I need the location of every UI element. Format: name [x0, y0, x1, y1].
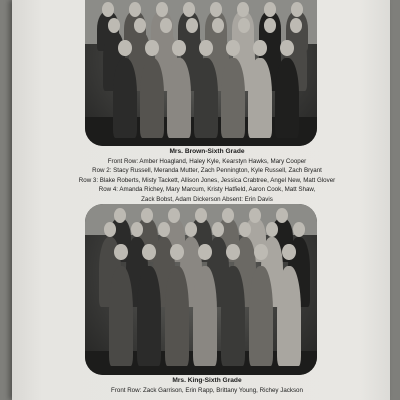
caption-line: Row 4: Amanda Richey, Mary Marcum, Kristy Hatfield, Aaron Cook, Matt Shaw, [98, 186, 316, 194]
student-face [114, 208, 126, 223]
student-face [185, 222, 197, 237]
student-face [249, 208, 261, 223]
student-face [212, 222, 224, 237]
student-face [239, 222, 251, 237]
caption-king [72, 376, 342, 395]
student-figure [113, 58, 137, 138]
student-face [280, 40, 293, 56]
student-face [226, 244, 239, 260]
student-face [141, 208, 153, 223]
student-face [210, 2, 222, 17]
student-figure [275, 58, 299, 138]
student-face [282, 244, 295, 260]
student-figure [221, 266, 245, 366]
student-figure [140, 58, 164, 138]
student-face [108, 18, 120, 33]
student-face [129, 2, 141, 17]
caption-line: Row 2: Stacy Russell, Meranda Mutter, Zach Pennington, Kyle Russell, Zach Bryant [92, 167, 322, 175]
student-face [158, 222, 170, 237]
student-face [186, 18, 198, 33]
caption-title: Mrs. Brown-Sixth Grade [169, 148, 245, 155]
student-face [264, 2, 276, 17]
student-face [266, 222, 278, 237]
student-face [290, 18, 302, 33]
student-face [226, 40, 239, 56]
student-face [212, 18, 224, 33]
student-face [264, 18, 276, 33]
student-face [118, 40, 131, 56]
student-face [156, 2, 168, 17]
caption-brown [72, 147, 342, 205]
student-face [254, 244, 267, 260]
caption-line: Row 3: Blake Roberts, Misty Tackett, Allison Jones, Jessica Crabtree, Angel New, Matt Glover [78, 176, 336, 184]
student-face [198, 244, 211, 260]
student-face [142, 244, 155, 260]
student-face [134, 18, 146, 33]
student-face [145, 40, 158, 56]
student-face [172, 40, 185, 56]
student-figure [165, 266, 189, 366]
caption-line: Front Row: Zack Garrison, Erin Rapp, Brittany Young, Richey Jackson [111, 386, 303, 394]
student-figure [137, 266, 161, 366]
student-figure [193, 266, 217, 366]
student-figure [109, 266, 133, 366]
student-face [183, 2, 195, 17]
student-figure [194, 58, 218, 138]
student-face [291, 2, 303, 17]
student-face [102, 2, 114, 17]
yearbook-page [12, 0, 390, 400]
class-photo-brown [85, 0, 317, 146]
student-face [114, 244, 127, 260]
student-face [168, 208, 180, 223]
student-face [253, 40, 266, 56]
student-figure [249, 266, 273, 366]
student-face [238, 18, 250, 33]
student-face [276, 208, 288, 223]
student-figure [248, 58, 272, 138]
student-figure [167, 58, 191, 138]
student-face [104, 222, 116, 237]
student-face [293, 222, 305, 237]
caption-line: Zack Bobst, Adam Dickerson Absent: Erin Davis [141, 195, 273, 203]
student-face [199, 40, 212, 56]
student-face [170, 244, 183, 260]
student-face [160, 18, 172, 33]
student-figure [277, 266, 301, 366]
student-face [131, 222, 143, 237]
class-photo-king [85, 204, 317, 375]
student-figure [221, 58, 245, 138]
student-face [237, 2, 249, 17]
caption-title: Mrs. King-Sixth Grade [172, 377, 242, 384]
caption-line: Front Row: Amber Hoagland, Haley Kyle, Kearstyn Hawks, Mary Cooper [107, 157, 307, 165]
student-face [222, 208, 234, 223]
student-face [195, 208, 207, 223]
